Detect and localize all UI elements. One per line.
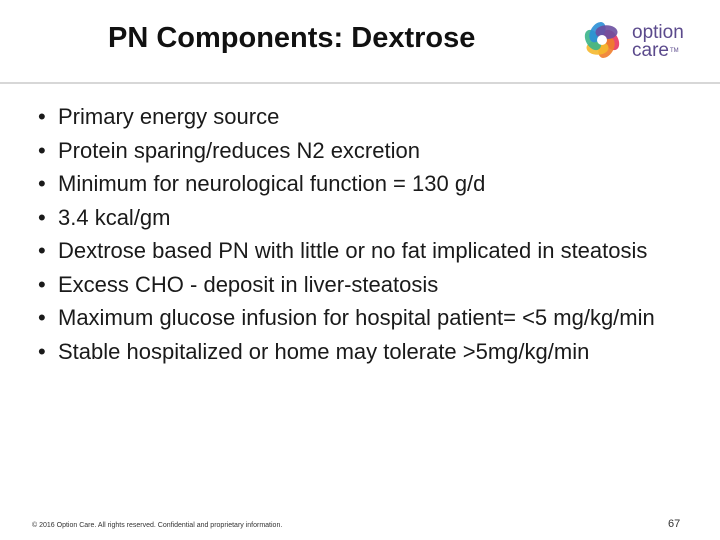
slide-header — [0, 0, 720, 80]
option-care-logo — [580, 18, 700, 66]
bullet-dot-icon: • — [38, 204, 46, 230]
bullet-item — [36, 301, 686, 335]
bullet-text: Excess CHO - deposit in liver-steatosis — [58, 271, 439, 297]
slide-title: PN Components: Dextrose — [108, 22, 476, 54]
bullet-dot-icon: • — [38, 137, 46, 163]
bullet-dot-icon: • — [38, 171, 46, 196]
logo-mark-icon — [580, 18, 624, 62]
bullet-text: Primary energy source — [58, 104, 280, 129]
bullet-text: Minimum for neurological function = 130 g/d — [58, 171, 486, 196]
bullet-item — [36, 335, 686, 369]
bullet-text: 3.4 kcal/gm — [58, 204, 171, 230]
logo-wordmark: option care™ — [632, 22, 684, 61]
bullet-dot-icon: • — [38, 271, 46, 297]
page-number: 67 — [668, 518, 681, 530]
bullet-item — [36, 100, 686, 134]
bullet-dot-icon: • — [38, 238, 46, 263]
bullet-dot-icon: • — [38, 104, 46, 129]
bullet-text: Maximum glucose infusion for hospital patient= <5 mg/kg/min — [58, 305, 655, 330]
bullet-item — [36, 167, 686, 201]
bullet-text: Protein sparing/reduces N2 excretion — [58, 137, 420, 163]
footer-copyright: © 2016 Option Care. All rights reserved. Confidential and proprietary information. — [32, 522, 283, 529]
bullet-text: Dextrose based PN with little or no fat implicated in steatosis — [58, 238, 648, 263]
bullet-item — [36, 234, 686, 268]
bullet-text: Stable hospitalized or home may tolerate >5mg/kg/min — [58, 338, 590, 364]
bullet-item — [36, 134, 686, 168]
bullet-dot-icon: • — [38, 338, 46, 364]
bullet-item — [36, 268, 686, 302]
header-divider — [0, 82, 720, 84]
bullet-list — [36, 100, 686, 368]
bullet-item — [36, 201, 686, 235]
bullet-dot-icon: • — [38, 305, 46, 330]
